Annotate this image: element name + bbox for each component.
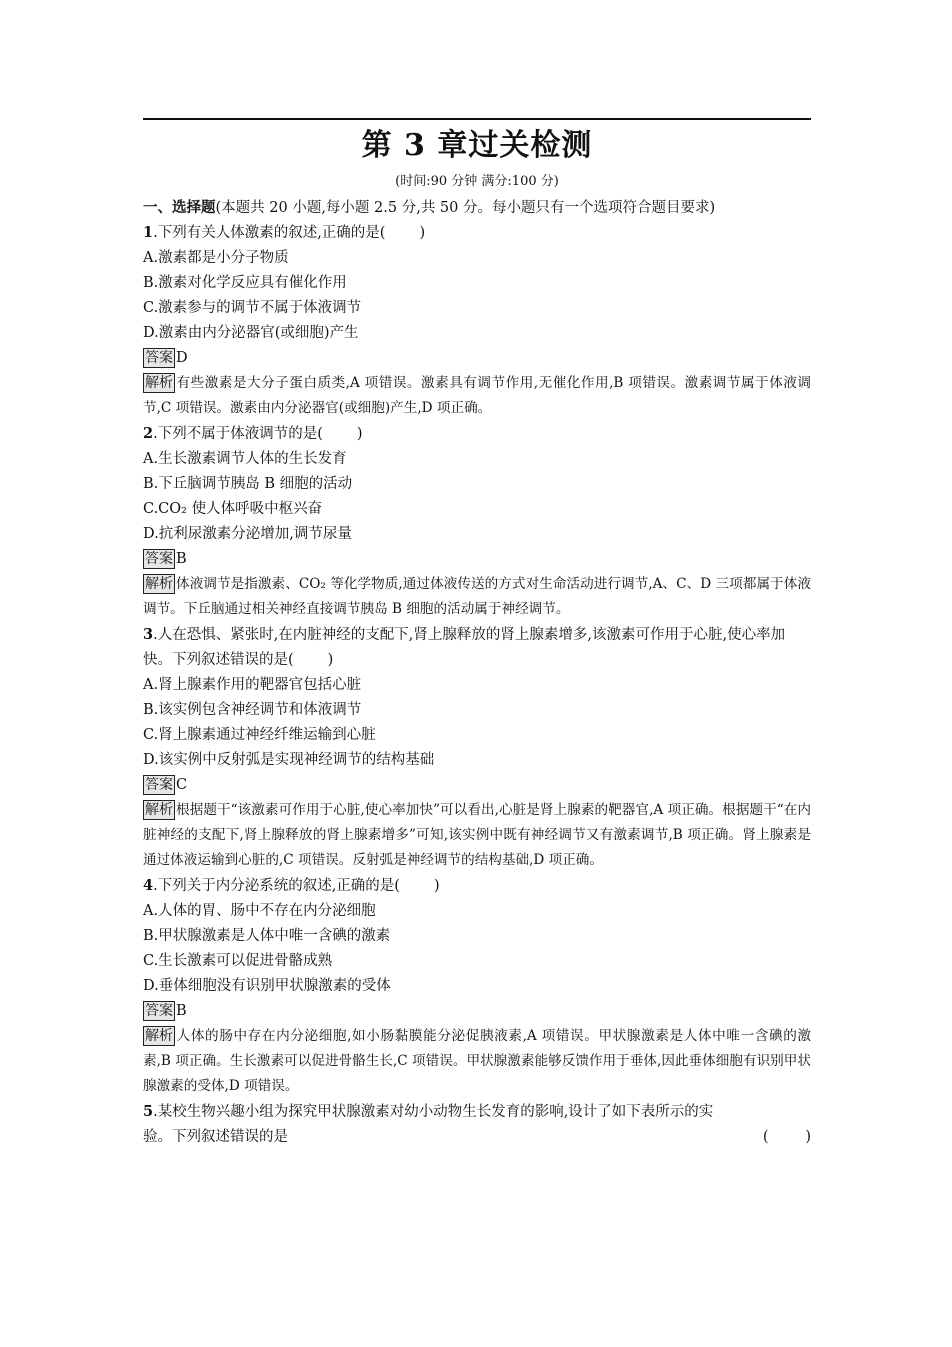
option-d: D.激素由内分泌器官(或细胞)产生 — [143, 325, 359, 341]
question-text: .下列有关人体激素的叙述,正确的是( — [153, 225, 386, 241]
close-paren: ) — [433, 878, 440, 894]
analysis-tag: 解析 — [145, 576, 173, 592]
answer-tag: 答案 — [145, 777, 173, 793]
option-c: C.CO₂ 使人体呼吸中枢兴奋 — [143, 501, 323, 517]
answer-value: B — [176, 1003, 187, 1019]
answer-value: D — [176, 350, 188, 366]
exam-content — [143, 196, 811, 1150]
option-c: C.生长激素可以促进骨骼成熟 — [143, 953, 333, 969]
question-stem — [143, 622, 811, 673]
analysis-text: 根据题干“该激素可作用于心脏,使心率加快”可以看出,心脏是肾上腺素的靶器官,A 项正确。根据题干“在内脏神经的支配下,肾上腺释放的肾上腺素增多”可知,该实例中既有神经调节又有激素调节,B 项正确。肾上腺素是通过体液运输到心脏的,C 项错误。反射弧是神经调节的结构基础,D 项正确。 — [143, 802, 811, 868]
option-b: B.激素对化学反应具有催化作用 — [143, 275, 347, 291]
question-number: 4 — [143, 877, 154, 894]
close-paren: ) — [419, 225, 426, 241]
analysis-line — [143, 1024, 811, 1099]
analysis-line — [143, 371, 811, 421]
question-stem — [143, 1099, 811, 1125]
question-text: .下列关于内分泌系统的叙述,正确的是( — [153, 878, 400, 894]
analysis-text: 有些激素是大分子蛋白质类,A 项错误。激素具有调节作用,无催化作用,B 项错误。激素调节属于体液调节,C 项错误。激素由内分泌器官(或细胞)产生,D 项正确。 — [143, 375, 811, 416]
option-a: A.激素都是小分子物质 — [143, 250, 289, 266]
answer-value: B — [176, 551, 187, 567]
close-paren: ) — [356, 426, 363, 442]
question-block — [143, 873, 811, 1099]
page-subtitle: (时间:90 分钟 满分:100 分) — [395, 174, 559, 189]
question-number: 1 — [143, 224, 154, 241]
section-note: (本题共 20 小题,每小题 2.5 分,共 50 分。每小题只有一个选项符合题目要求) — [215, 200, 716, 216]
answer-tag: 答案 — [145, 1003, 173, 1019]
answer-tag: 答案 — [145, 551, 173, 567]
answer-line — [143, 999, 811, 1024]
question-number: 5 — [143, 1103, 154, 1120]
option-c: C.肾上腺素通过神经纤维运输到心脏 — [143, 727, 376, 743]
analysis-tag: 解析 — [145, 802, 173, 818]
option-d: D.垂体细胞没有识别甲状腺激素的受体 — [143, 978, 391, 994]
option-c: C.激素参与的调节不属于体液调节 — [143, 300, 362, 316]
option-d: D.该实例中反射弧是实现神经调节的结构基础 — [143, 752, 435, 768]
question-text: .人在恐惧、紧张时,在内脏神经的支配下,肾上腺释放的肾上腺素增多,该激素可作用于心脏,使心率加快。下列叙述错误的是( — [143, 627, 786, 668]
question-text: .下列不属于体液调节的是( — [153, 426, 323, 442]
section-heading — [143, 196, 811, 220]
question-number: 2 — [143, 425, 154, 442]
question-block — [143, 1099, 811, 1150]
analysis-tag: 解析 — [145, 375, 173, 391]
answer-line — [143, 346, 811, 371]
question-block — [143, 421, 811, 622]
option-b: B.下丘脑调节胰岛 B 细胞的活动 — [143, 476, 353, 492]
analysis-text: 体液调节是指激素、CO₂ 等化学物质,通过体液传送的方式对生命活动进行调节,A、C、D 三项都属于体液调节。下丘脑通过相关神经直接调节胰岛 B 细胞的活动属于神经调节。 — [143, 576, 811, 617]
analysis-text: 人体的肠中存在内分泌细胞,如小肠黏膜能分泌促胰液素,A 项错误。甲状腺激素是人体中唯一含碘的激素,B 项正确。生长激素可以促进骨骼生长,C 项错误。甲状腺激素能够反馈作用于垂体,因此垂体细胞有识别甲状腺激素的受体,D 项错误。 — [143, 1028, 811, 1094]
question-number: 3 — [143, 626, 154, 643]
question-stem — [143, 220, 811, 246]
close-paren: ) — [327, 652, 334, 668]
question-text-cont: 验。下列叙述错误的是 — [143, 1129, 288, 1145]
option-a: A.人体的胃、肠中不存在内分泌细胞 — [143, 903, 376, 919]
answer-value: C — [176, 777, 188, 793]
option-d: D.抗利尿激素分泌增加,调节尿量 — [143, 526, 352, 542]
analysis-tag: 解析 — [145, 1028, 173, 1044]
header-rule — [143, 118, 811, 120]
question-text: .某校生物兴趣小组为探究甲状腺激素对幼小动物生长发育的影响,设计了如下表所示的实 — [153, 1104, 714, 1120]
question-block — [143, 220, 811, 421]
section-title: 一、选择题 — [143, 199, 216, 216]
analysis-line — [143, 572, 811, 622]
option-a: A.生长激素调节人体的生长发育 — [143, 451, 347, 467]
question-stem — [143, 873, 811, 899]
answer-line — [143, 547, 811, 572]
analysis-line — [143, 798, 811, 873]
question-stem — [143, 421, 811, 447]
option-b: B.甲状腺激素是人体中唯一含碘的激素 — [143, 928, 391, 944]
page-title: 第 3 章过关检测 — [361, 128, 593, 163]
option-b: B.该实例包含神经调节和体液调节 — [143, 702, 362, 718]
answer-bracket: ( ) — [762, 1129, 811, 1145]
question-stem-line2 — [143, 1125, 811, 1150]
answer-line — [143, 773, 811, 798]
answer-tag: 答案 — [145, 350, 173, 366]
option-a: A.肾上腺素作用的靶器官包括心脏 — [143, 677, 362, 693]
question-block — [143, 622, 811, 873]
